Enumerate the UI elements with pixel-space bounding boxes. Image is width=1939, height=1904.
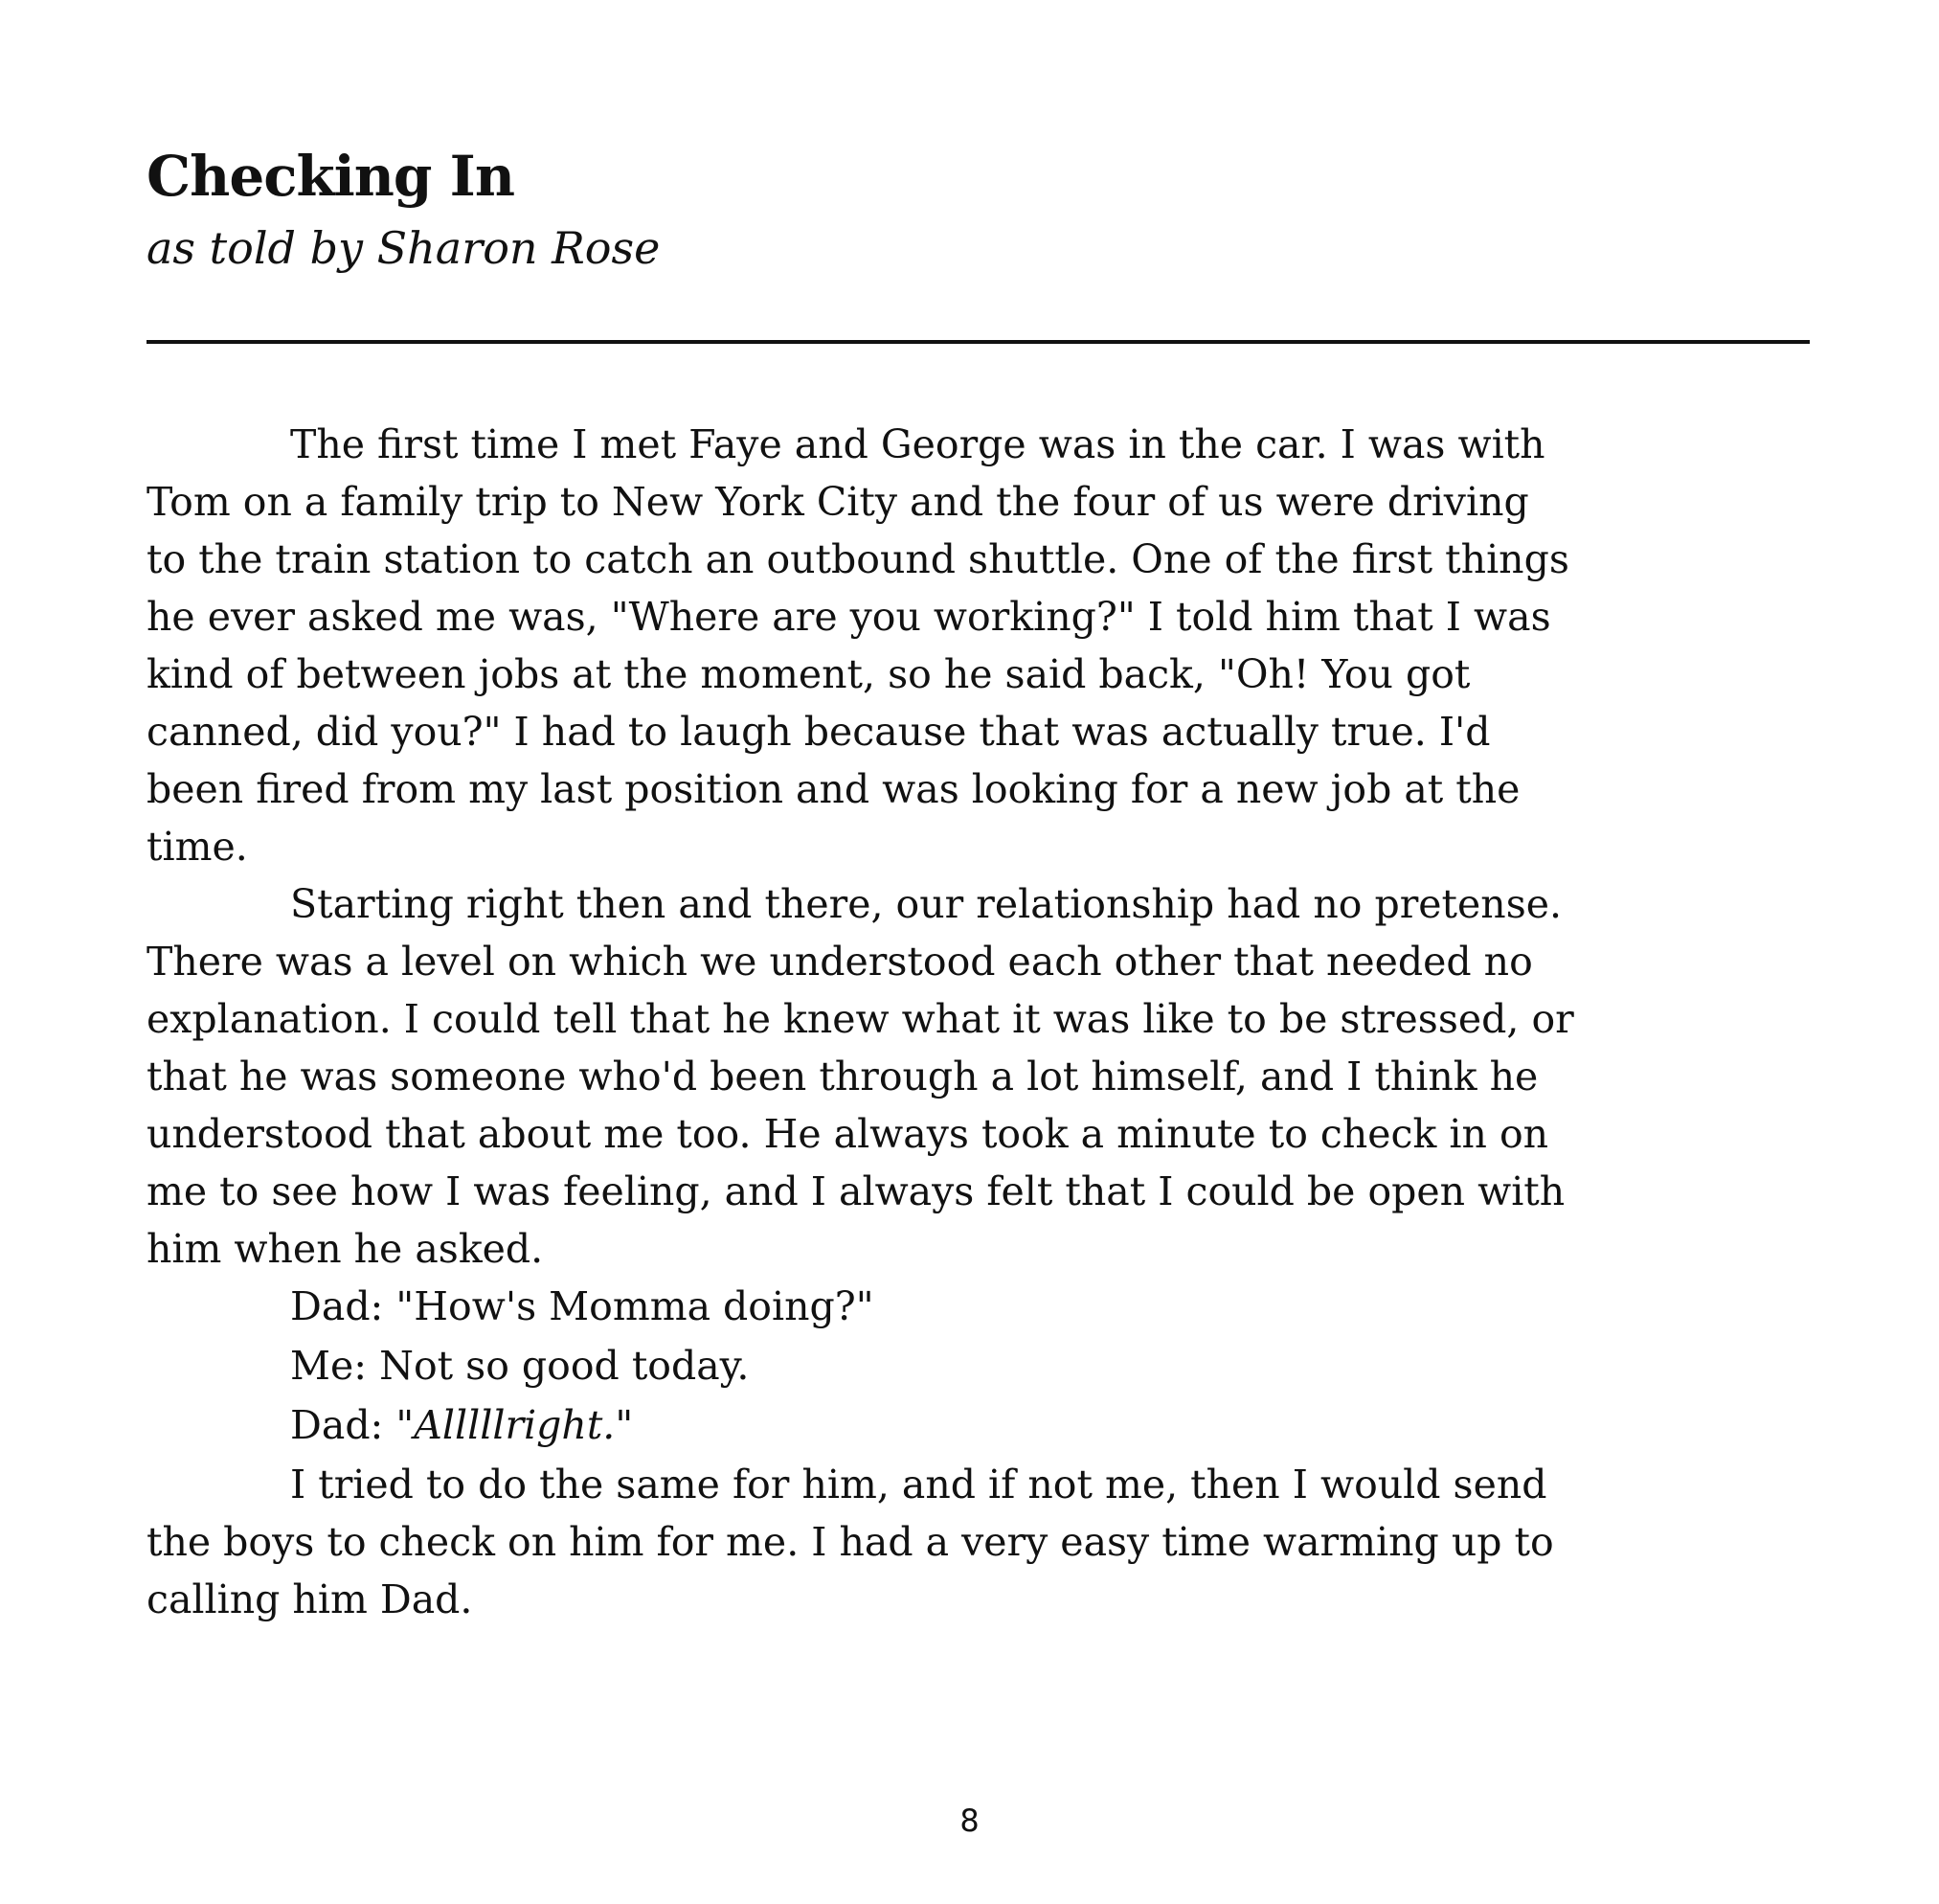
dialogue-line bbox=[147, 1278, 1810, 1337]
dialogue-block bbox=[147, 1278, 1810, 1456]
text-line: Tom on a family trip to New York City and the four of us were driving bbox=[147, 479, 1529, 525]
text-line: I tried to do the same for him, and if not me, then I would send bbox=[290, 1462, 1547, 1507]
paragraph-2 bbox=[147, 875, 1810, 1278]
text-line: There was a level on which we understood each other that needed no bbox=[147, 939, 1533, 985]
text-line: calling him Dad. bbox=[147, 1576, 473, 1622]
dialogue-speaker: Me: bbox=[290, 1343, 368, 1389]
text-line: canned, did you?" I had to laugh because that was actually true. I'd bbox=[147, 709, 1491, 755]
paragraph-1 bbox=[147, 416, 1810, 875]
dialogue-text: "How's Momma doing?" bbox=[395, 1283, 874, 1329]
dialogue-line bbox=[147, 1337, 1810, 1396]
text-line: kind of between jobs at the moment, so he said back, "Oh! You got bbox=[147, 651, 1471, 697]
story-byline: as told by Sharon Rose bbox=[147, 222, 661, 274]
text-line: understood that about me too. He always took a minute to check in on bbox=[147, 1111, 1549, 1157]
story-title: Checking In bbox=[147, 144, 514, 209]
dialogue-speaker: Dad: bbox=[290, 1402, 384, 1448]
text-line: him when he asked. bbox=[147, 1226, 544, 1272]
text-line: Starting right then and there, our relationship had no pretense. bbox=[290, 881, 1563, 927]
story-body bbox=[147, 416, 1810, 1628]
paragraph-closing bbox=[147, 1456, 1810, 1628]
dialogue-speaker: Dad: bbox=[290, 1283, 384, 1329]
dialogue-text: Not so good today. bbox=[379, 1343, 750, 1389]
text-line: to the train station to catch an outbound shuttle. One of the first things bbox=[147, 536, 1569, 582]
text-line: me to see how I was feeling, and I always felt that I could be open with bbox=[147, 1168, 1566, 1214]
dialogue-line bbox=[147, 1396, 1810, 1456]
text-line: he ever asked me was, "Where are you working?" I told him that I was bbox=[147, 594, 1551, 640]
dialogue-text: "Alllllright." bbox=[395, 1402, 634, 1448]
page-number: 8 bbox=[959, 1802, 980, 1839]
text-line: The first time I met Faye and George was in the car. I was with bbox=[290, 421, 1545, 467]
text-line: been fired from my last position and was looking for a new job at the bbox=[147, 766, 1521, 812]
text-line: explanation. I could tell that he knew what it was like to be stressed, or bbox=[147, 996, 1574, 1042]
title-divider bbox=[147, 340, 1810, 344]
text-line: that he was someone who'd been through a lot himself, and I think he bbox=[147, 1054, 1539, 1099]
text-line: time. bbox=[147, 824, 248, 870]
text-line: the boys to check on him for me. I had a very easy time warming up to bbox=[147, 1519, 1554, 1565]
